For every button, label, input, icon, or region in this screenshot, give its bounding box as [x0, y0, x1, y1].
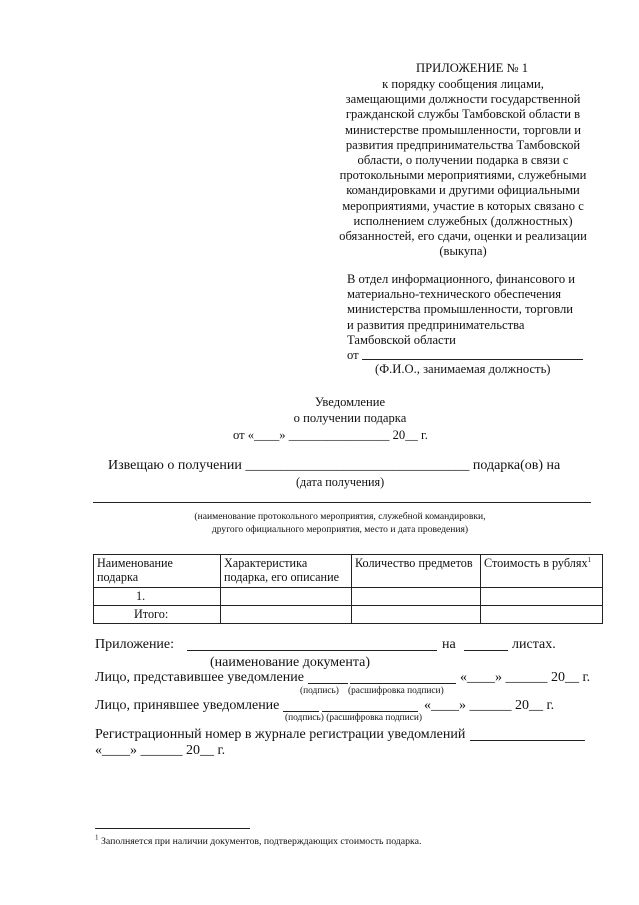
header-cost-label: Стоимость в рублях: [484, 556, 588, 570]
from-caption: (Ф.И.О., занимаемая должность): [375, 362, 551, 376]
row-description-cell[interactable]: [221, 588, 352, 606]
total-label-cell: Итого:: [94, 606, 221, 624]
header-gift-name: Наименование подарка: [94, 555, 221, 588]
gifts-table: [93, 554, 603, 624]
row-quantity-cell[interactable]: [352, 588, 481, 606]
appendix-line: протокольными мероприятиями, служебными: [339, 168, 587, 183]
submitted-decode-line[interactable]: [350, 683, 456, 684]
appendix-line: области, о получении подарка в связи с: [357, 153, 569, 168]
registration-label: Регистрационный номер в журнале регистрации уведомлений: [95, 727, 466, 742]
footnote: [95, 835, 421, 848]
event-caption-1: (наименование протокольного мероприятия, служебной командировки,: [194, 511, 486, 522]
total-description-cell: [221, 606, 352, 624]
registration-date[interactable]: «____» ______ 20__ г.: [95, 743, 226, 758]
header-description: Характеристика подарка, его описание: [221, 555, 352, 588]
appendix-line: развития предпринимательства Тамбовской: [345, 137, 581, 152]
event-caption-2: другого официального мероприятия, место и дата проведения): [211, 524, 469, 535]
accepted-sign-line[interactable]: [283, 711, 319, 712]
appendix-line: гражданской службы Тамбовской области в: [345, 107, 581, 122]
attachment-label: Приложение:: [95, 637, 175, 652]
appendix-line: обязанностей, его сдачи, оценки и реализации: [339, 229, 587, 244]
header-cost: [481, 555, 603, 588]
table-total-row: [94, 606, 603, 624]
appendix-line: министерстве промышленности, торговли и: [345, 122, 581, 137]
attachment-caption: (наименование документа): [210, 655, 371, 670]
notice-date-line[interactable]: от «____» ________________ 20__ г.: [233, 428, 428, 442]
report-text[interactable]: Извещаю о получении ________________________________ подарка(ов) на: [108, 458, 561, 473]
table-row: [94, 588, 603, 606]
event-field-line[interactable]: [93, 502, 591, 503]
notice-subtitle: о получении подарка: [293, 411, 407, 425]
appendix-description: [318, 77, 608, 259]
header-cost-footnote-mark: 1: [587, 555, 592, 564]
appendix-line: командировками и другими официальными: [346, 183, 580, 198]
row-number-cell: 1.: [94, 588, 221, 606]
registration-number-line[interactable]: [470, 740, 585, 741]
row-cost-cell[interactable]: [481, 588, 603, 606]
date-caption: (дата получения): [296, 475, 385, 489]
attachment-on: на: [442, 637, 456, 652]
appendix-line: исполнением служебных (должностных): [353, 213, 573, 228]
total-quantity-cell[interactable]: [352, 606, 481, 624]
accepted-caption: (подпись) (расшифровка подписи): [285, 713, 422, 723]
addressee-line: министерства промышленности, торговли: [347, 302, 573, 317]
submitted-label: Лицо, представившее уведомление: [95, 670, 304, 685]
notice-title: Уведомление: [314, 395, 386, 409]
accepted-date[interactable]: «____» ______ 20__ г.: [424, 698, 555, 713]
attachment-sheets-line[interactable]: [464, 650, 508, 651]
footnote-separator: [95, 828, 250, 829]
from-label: от: [347, 348, 359, 362]
addressee-line: В отдел информационного, финансового и: [347, 272, 576, 286]
from-field-line[interactable]: [362, 359, 583, 360]
footnote-text: Заполняется при наличии документов, подтверждающих стоимость подарка.: [100, 836, 422, 847]
accepted-label: Лицо, принявшее уведомление: [95, 698, 280, 713]
submitted-decode-caption: (расшифровка подписи): [348, 686, 444, 696]
addressee-line: материально-технического обеспечения: [347, 287, 562, 302]
submitted-date[interactable]: «____» ______ 20__ г.: [460, 670, 591, 685]
table-header-row: [94, 555, 603, 588]
accepted-decode-line[interactable]: [322, 711, 418, 712]
attachment-field-line[interactable]: [187, 650, 437, 651]
addressee: [347, 272, 575, 348]
header-quantity: Количество предметов: [352, 555, 481, 588]
total-cost-cell[interactable]: [481, 606, 603, 624]
addressee-line: Тамбовской области: [347, 332, 456, 347]
appendix-title: ПРИЛОЖЕНИЕ № 1: [416, 61, 528, 75]
appendix-line: замещающими должности государственной: [345, 92, 581, 107]
footnote-mark: 1: [95, 833, 99, 842]
attachment-sheets: листах.: [512, 637, 556, 652]
submitted-sign-caption: (подпись): [300, 686, 339, 696]
addressee-line: и развития предпринимательства: [347, 317, 525, 332]
appendix-line: (выкупа): [439, 244, 487, 259]
appendix-line: к порядку сообщения лицами,: [382, 77, 544, 91]
appendix-line: мероприятиями, участие в которых связано с: [342, 198, 584, 213]
submitted-sign-line[interactable]: [308, 683, 348, 684]
